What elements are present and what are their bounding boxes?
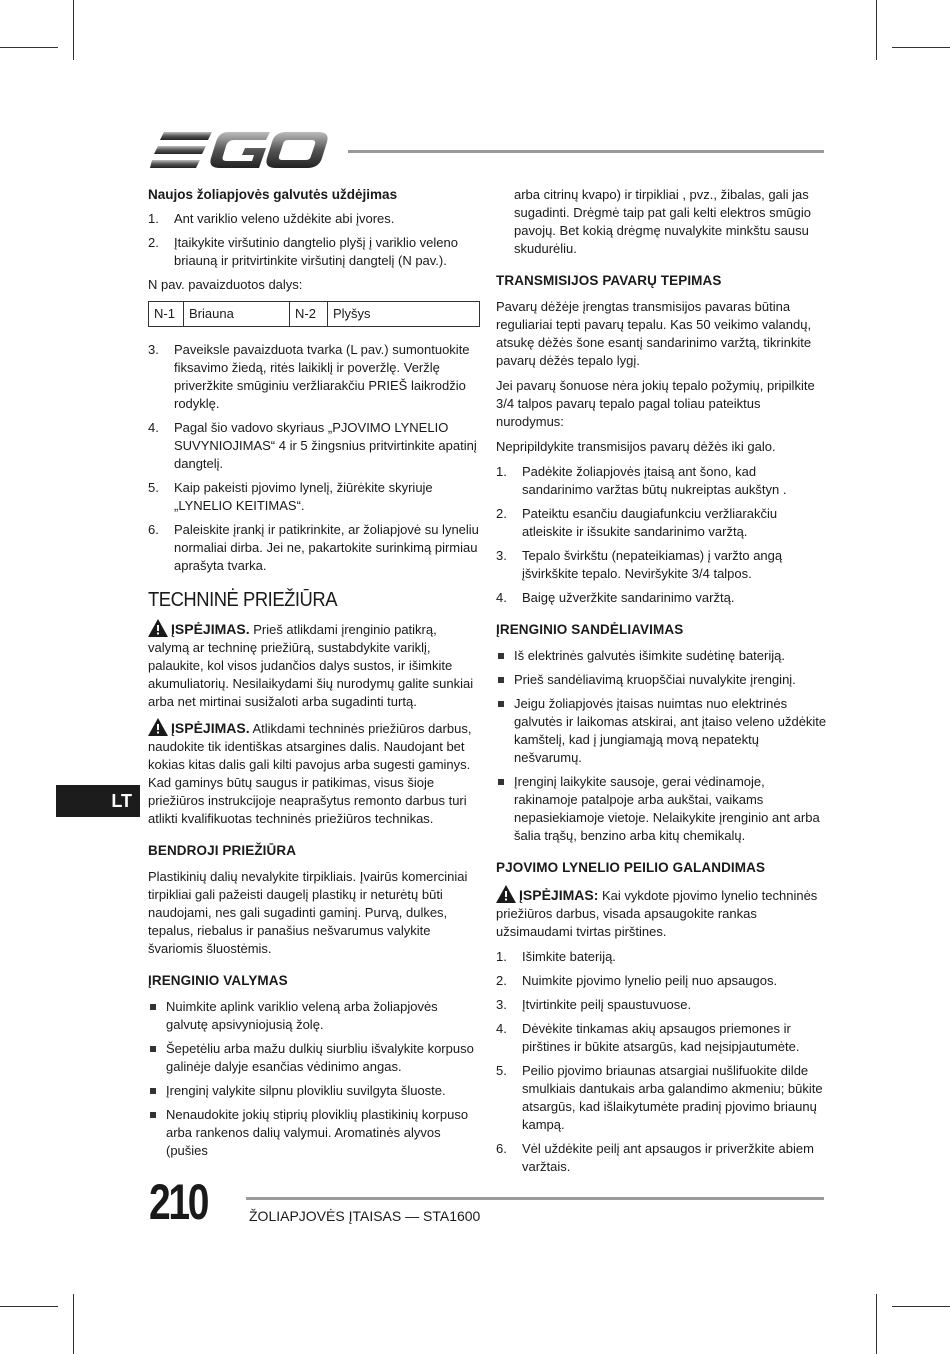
cleaning-heading: ĮRENGINIO VALYMAS	[148, 973, 288, 988]
crop-mark	[73, 1294, 74, 1354]
list-item: Nuimkite aplink variklio veleną arba žoliapjovės galvutę apsivyniojusią žolę.	[148, 998, 480, 1034]
table-cell: N-1	[149, 302, 184, 327]
crop-mark	[73, 0, 74, 60]
storage-heading: ĮRENGINIO SANDĖLIAVIMAS	[496, 622, 684, 637]
left-column	[148, 186, 480, 1166]
list-item: Jeigu žoliapjovės įtaisas nuimtas nuo elektrinės galvutės ir laikomas atskirai, ant įtaiso veleno uždėkite kamštelį, kad į jungiamąją movą nepatektų nešvarumų.	[496, 695, 828, 767]
list-item: 2. Įtaikykite viršutinio dangtelio plyšį į variklio veleno briauną ir pritvirtinkite viršutinį dangtelį (N pav.).	[148, 235, 458, 268]
crop-mark	[892, 47, 950, 48]
list-item: 4. Pagal šio vadovo skyriaus „PJOVIMO LYNELIO SUVYNIOJIMAS“ 4 ir 5 žingsnius pritvirtinkite apatinį dangtelį.	[148, 420, 477, 471]
storage-list	[496, 647, 828, 845]
list-item: 4. Dėvėkite tinkamas akių apsaugos priemones ir pirštines ir būkite atsargūs, kad neįsipjautumėte.	[496, 1021, 800, 1054]
parts-table	[148, 301, 480, 327]
list-item: 2. Nuimkite pjovimo lynelio peilį nuo apsaugos.	[496, 973, 778, 988]
crop-mark	[0, 1306, 58, 1307]
table-cell: Plyšys	[328, 302, 480, 327]
warning-block: ĮSPĖJIMAS. Prieš atlikdami įrenginio patikrą, valymą ar techninę priežiūrą, sustabdykite variklį, palaukite, kol visos judančios dalys sustos, ir išimkite akumuliatorių. Nesilaikydami šių nurodymų galite sunkiai arba net mirtinai susižaloti arba sugadinti turtą.	[148, 621, 474, 709]
list-item: 4. Baigę užveržkite sandarinimo varžtą.	[496, 590, 735, 605]
warning-block: ĮSPĖJIMAS: Kai vykdote pjovimo lynelio techninės priežiūros darbus, visada apsaugokite rankas užsimaudami tvirtas pirštines.	[496, 887, 818, 939]
list-item: 1. Ant variklio veleno uždėkite abi įvores.	[148, 211, 395, 226]
list-item: Nenaudokite jokių stiprių ploviklių plastikinių korpuso arba rankenos dalių valymui. Aromatinės alyvos (pušies	[148, 1106, 480, 1160]
warning-triangle-icon	[148, 718, 168, 736]
list-item: 6. Vėl uždėkite peilį ant apsaugos ir priveržkite abiem varžtais.	[496, 1141, 814, 1174]
list-item: 6. Paleiskite įrankį ir patikrinkite, ar žoliapjovė su lyneliu normaliai dirba. Jei ne, pakartokite surinkimą pirmiau aprašyta tvarka.	[148, 522, 479, 573]
sharpen-heading: PJOVIMO LYNELIO PEILIO GALANDIMAS	[496, 860, 766, 875]
list-item: 2. Pateiktu esančiu daugiafunkciu veržliarakčiu atleiskite ir išsukite sandarinimo varžtą.	[496, 506, 778, 539]
list-item: Šepetėliu arba mažu dulkių siurbliu išvalykite korpuso galinėje dalyje esančias vėdinimo angas.	[148, 1040, 480, 1076]
maintenance-heading: TECHNINĖ PRIEŽIŪRA	[148, 589, 338, 611]
install-heading: Naujos žoliapjovės galvutės uždėjimas	[148, 187, 398, 202]
header-rule	[348, 150, 824, 153]
warning-triangle-icon	[496, 885, 516, 903]
list-item: 3. Tepalo švirkštu (nepateikiamas) į varžto angą įšvirkškite tepalo. Neviršykite 3/4 talpos.	[496, 548, 783, 581]
gear-paragraph: Jei pavarų šonuose nėra jokių tepalo požymių, pripilkite 3/4 talpos pavarų tepalo pagal toliau pateiktus nurodymus:	[496, 378, 815, 429]
list-item: 1. Išimkite bateriją.	[496, 949, 616, 964]
cleaning-list	[148, 998, 480, 1160]
list-item: Prieš sandėliavimą kruopščiai nuvalykite įrenginį.	[496, 671, 828, 689]
list-item: 5. Kaip pakeisti pjovimo lynelį, žiūrėkite skyriuje „LYNELIO KEITIMAS“.	[148, 480, 433, 513]
ego-logo	[150, 130, 330, 172]
warning-triangle-icon	[148, 619, 168, 637]
list-item: Įrenginį valykite silpnu plovikliu suvilgyta šluoste.	[148, 1082, 480, 1100]
install-steps-b	[148, 341, 480, 575]
gear-heading: TRANSMISIJOS PAVARŲ TEPIMAS	[496, 273, 722, 288]
general-heading: BENDROJI PRIEŽIŪRA	[148, 843, 297, 858]
gear-paragraph: Nepripildykite transmisijos pavarų dėžės iki galo.	[496, 439, 776, 454]
sharpen-steps	[496, 948, 828, 1176]
crop-mark	[876, 0, 877, 60]
list-item: 5. Peilio pjovimo briaunas atsargiai nušlifuokite dilde smulkiais dantukais arba galandimo akmeniu; būkite atsargūs, kad išlaikytumėte pradinį pjovimo briaunų kampą.	[496, 1063, 823, 1132]
gear-steps	[496, 463, 828, 607]
cleaning-continued: arba citrinų kvapo) ir tirpikliai , pvz., žibalas, gali jas sugadinti. Drėgmė taip pat gali kelti elektros smūgio pavojų. Bet kokią drėgmę nuvalykite minkštu sausu skudurėliu.	[514, 187, 811, 256]
install-steps-a	[148, 210, 480, 270]
crop-mark	[0, 47, 58, 48]
warning-block: ĮSPĖJIMAS. Atlikdami techninės priežiūros darbus, naudokite tik identiškas atsargines dalis. Naudojant bet kokias kitas dalis gali kilti pavojus arba sugesti gaminys. Kad gaminys būtų saugus ir patikimas, visus šioje priežiūros instrukcijoje neaprašytus remonto darbus turi atlikti kvalifikuotas techninės priežiūros technikas.	[148, 720, 472, 826]
list-item: 1. Padėkite žoliapjovės įtaisą ant šono, kad sandarinimo varžtas būtų nukreiptas aukštyn .	[496, 464, 787, 497]
list-item: Iš elektrinės galvutės išimkite sudėtinę bateriją.	[496, 647, 828, 665]
list-item: 3. Paveiksle pavaizduota tvarka (L pav.) sumontuokite fiksavimo žiedą, ritės laikiklį ir poveržlę. Veržlę priveržkite smūginiu veržliarakčiu PRIEŠ laikrodžio rodyklę.	[148, 342, 470, 411]
crop-mark	[892, 1306, 950, 1307]
table-cell: N-2	[290, 302, 328, 327]
list-item: Įrenginį laikykite sausoje, gerai vėdinamoje, rakinamoje patalpoje arba aukštai, vaikams nepasiekiamoje vietoje. Nelaikykite įrenginio ant arba šalia trąšų, benzino arba kitų chemikalų.	[496, 773, 828, 845]
parts-caption: N pav. pavaizduotos dalys:	[148, 277, 303, 292]
right-column	[496, 186, 828, 1182]
page-number: 210	[149, 1174, 208, 1230]
footer-title: ŽOLIAPJOVĖS ĮTAISAS — STA1600	[249, 1208, 481, 1224]
list-item: 3. Įtvirtinkite peilį spaustuvuose.	[496, 997, 692, 1012]
footer-rule	[246, 1197, 824, 1200]
crop-mark	[876, 1294, 877, 1354]
table-cell: Briauna	[184, 302, 290, 327]
language-tab: LT	[56, 785, 140, 817]
gear-paragraph: Pavarų dėžėje įrengtas transmisijos pavaras būtina reguliariai tepti pavarų tepalu. Kas 50 veikimo valandų, atsukę dėžės šone esantį sandarinimo varžtą, tikrinkite pavarų dėžės tepalo lygį.	[496, 299, 812, 368]
general-text: Plastikinių dalių nevalykite tirpikliais. Įvairūs komerciniai tirpikliai gali pažeisti daugelį plastikų ir neturėtų būti naudojami, nes gali sugadinti gaminį. Purvą, dulkes, tepalus, riebalus ir panašius nešvarumus valykite švariomis šluostėmis.	[148, 869, 468, 956]
